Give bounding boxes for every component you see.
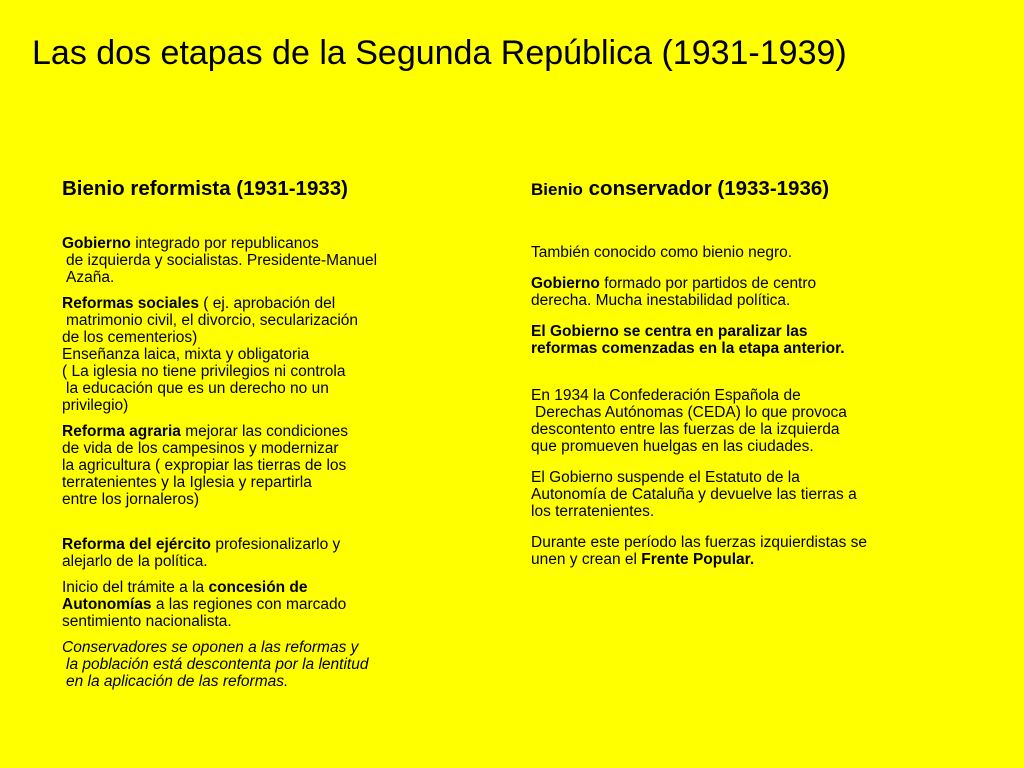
bold-term: Reforma del ejército	[62, 536, 212, 553]
text-line: de los cementerios)	[62, 329, 198, 346]
bold-term: Gobierno	[531, 275, 600, 292]
bold-term: Reforma agraria	[62, 423, 181, 440]
frente-popular-paragraph	[531, 534, 991, 568]
text-line: unen y crean el	[531, 551, 642, 568]
text-line: ( ej. aprobación del	[199, 295, 336, 312]
text-line: ( La iglesia no tiene privilegios ni controla	[62, 363, 346, 380]
left-column-heading: Bienio reformista (1931-1933)	[62, 177, 348, 200]
text-line: alejarlo de la política.	[62, 553, 208, 570]
text-line: que promueven huelgas en las ciudades.	[531, 438, 814, 455]
slide-title: Las dos etapas de la Segunda República (1931-1939)	[32, 34, 847, 72]
heading-part: conservador (1933-1936)	[582, 177, 830, 200]
conservadores-paragraph	[62, 639, 502, 690]
text-line: de izquierda y socialistas. Presidente-Manuel	[66, 252, 378, 269]
left-column	[62, 177, 502, 699]
text-line: descontento entre las fuerzas de la izquierda	[531, 421, 840, 438]
text-line: Autonomía de Cataluña y devuelve las tierras a	[531, 486, 857, 503]
text-line: Conservadores se oponen a las reformas y	[62, 639, 359, 656]
text-line: sentimiento nacionalista.	[62, 613, 232, 630]
bold-term: Reformas sociales	[62, 295, 199, 312]
ceda-paragraph	[531, 387, 991, 455]
right-column	[531, 177, 991, 582]
bold-term: Autonomías	[62, 596, 152, 613]
text-line: la población está descontenta por la lentitud	[66, 656, 369, 673]
text-line: El Gobierno suspende el Estatuto de la	[531, 469, 800, 486]
bienio-negro-paragraph	[531, 244, 991, 261]
text-line: derecha. Mucha inestabilidad política.	[531, 292, 791, 309]
reforma-ejercito-paragraph	[62, 536, 502, 570]
text-line: integrado por republicanos	[130, 235, 319, 252]
reforma-agraria-paragraph	[62, 423, 502, 508]
text-line: Derechas Autónomas (CEDA) lo que provoca	[535, 404, 847, 421]
text-line: El Gobierno se centra en paralizar las	[531, 323, 808, 340]
text-line: entre los jornaleros)	[62, 491, 199, 508]
right-column-heading	[531, 177, 991, 200]
text-line: profesionalizarlo y	[211, 536, 341, 553]
text-line: matrimonio civil, el divorcio, secularización	[66, 312, 359, 329]
text-line: Inicio del trámite a la	[62, 579, 209, 596]
estatuto-paragraph	[531, 469, 991, 520]
heading-part: Bienio	[531, 180, 583, 199]
text-line: También conocido como bienio negro.	[531, 244, 793, 261]
gobierno-paragraph	[531, 275, 991, 309]
text-line: la educación que es un derecho no un	[66, 380, 329, 397]
gobierno-paragraph	[62, 235, 502, 286]
text-line: los terratenientes.	[531, 503, 655, 520]
text-line: formado por partidos de centro	[599, 275, 817, 292]
text-line: Durante este período las fuerzas izquierdistas se	[531, 534, 868, 551]
bold-term: concesión de	[208, 579, 308, 596]
text-line: de vida de los campesinos y modernizar	[62, 440, 339, 457]
text-line: mejorar las condiciones	[180, 423, 349, 440]
text-line: en la aplicación de las reformas.	[66, 673, 289, 690]
text-line: terratenientes y la Iglesia y repartirla	[62, 474, 312, 491]
text-line: En 1934 la Confederación Española de	[531, 387, 801, 404]
bold-term: Frente Popular.	[641, 551, 755, 568]
text-line: Azaña.	[66, 269, 115, 286]
reformas-sociales-paragraph	[62, 295, 502, 414]
bold-term: Gobierno	[62, 235, 131, 252]
text-line: a las regiones con marcado	[151, 596, 347, 613]
text-line: privilegio)	[62, 397, 129, 414]
autonomias-paragraph	[62, 579, 502, 630]
text-line: reformas comenzadas en la etapa anterior.	[531, 340, 845, 357]
text-line: la agricultura ( expropiar las tierras de los	[62, 457, 347, 474]
paralizar-reformas-paragraph	[531, 323, 991, 357]
text-line: Enseñanza laica, mixta y obligatoria	[62, 346, 310, 363]
